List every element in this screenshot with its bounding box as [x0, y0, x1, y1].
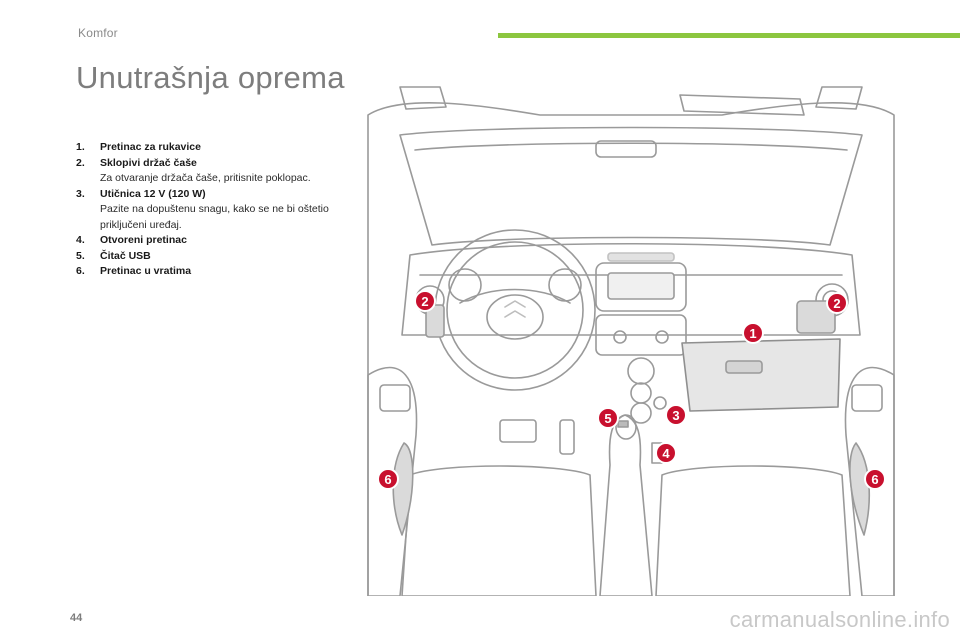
item-number: 3. — [76, 187, 85, 200]
callout-5 — [598, 408, 618, 428]
callout-label: 3 — [672, 408, 680, 423]
item-number: 6. — [76, 265, 85, 277]
callout-6-right — [865, 469, 885, 489]
callout-2-left — [415, 291, 435, 311]
item-title: Sklopivi držač čaše — [100, 156, 197, 169]
item-description: Za otvaranje držača čaše, pritisnite poklopac. — [100, 172, 311, 184]
item-title: Pretinac za rukavice — [100, 141, 201, 153]
item-title: Pretinac u vratima — [100, 265, 192, 277]
item-number: 5. — [76, 249, 85, 262]
item-description: Pazite na dopuštenu snagu, kako se ne bi oštetio priključeni uređaj. — [100, 203, 329, 231]
item-title: Čitač USB — [100, 249, 151, 262]
callout-6-left — [378, 469, 398, 489]
page-title: Unutrašnja oprema — [76, 60, 345, 95]
windshield-frame — [400, 128, 862, 246]
car-interior-illustration — [360, 75, 902, 596]
sun-visor-left — [400, 87, 446, 109]
list-item — [76, 187, 348, 234]
callout-label: 6 — [384, 472, 392, 487]
list-item — [76, 140, 348, 156]
door-pocket-right — [850, 443, 869, 535]
seat-left — [402, 466, 596, 596]
item-title: Utičnica 12 V (120 W) — [100, 187, 206, 200]
watermark: carmanualsonline.info — [729, 607, 950, 632]
item-number: 2. — [76, 156, 85, 169]
callout-label: 4 — [662, 446, 670, 461]
callout-label: 5 — [604, 411, 612, 426]
list-item — [76, 264, 348, 280]
callout-label: 2 — [421, 294, 429, 309]
item-number: 1. — [76, 141, 85, 153]
gear-tunnel — [600, 415, 652, 596]
equipment-list — [76, 140, 348, 280]
item-number: 4. — [76, 234, 85, 246]
sun-visor-right — [816, 87, 862, 109]
callout-label: 2 — [833, 296, 841, 311]
door-pocket-left — [393, 443, 413, 535]
seat-right — [656, 466, 850, 596]
section-accent-bar — [498, 33, 960, 38]
list-item — [76, 156, 348, 187]
callout-2-right — [827, 293, 847, 313]
glovebox — [682, 339, 840, 411]
callout-4 — [656, 443, 676, 463]
list-item — [76, 249, 348, 265]
list-item — [76, 233, 348, 249]
callout-1 — [743, 323, 763, 343]
steering-wheel — [435, 230, 595, 390]
section-label: Komfor — [78, 26, 118, 40]
callout-label: 6 — [871, 472, 879, 487]
hvac-dial — [628, 358, 654, 384]
item-title: Otvoreni pretinac — [100, 234, 187, 246]
callout-3 — [666, 405, 686, 425]
page-number: 44 — [70, 612, 83, 624]
callout-label: 1 — [749, 326, 757, 341]
